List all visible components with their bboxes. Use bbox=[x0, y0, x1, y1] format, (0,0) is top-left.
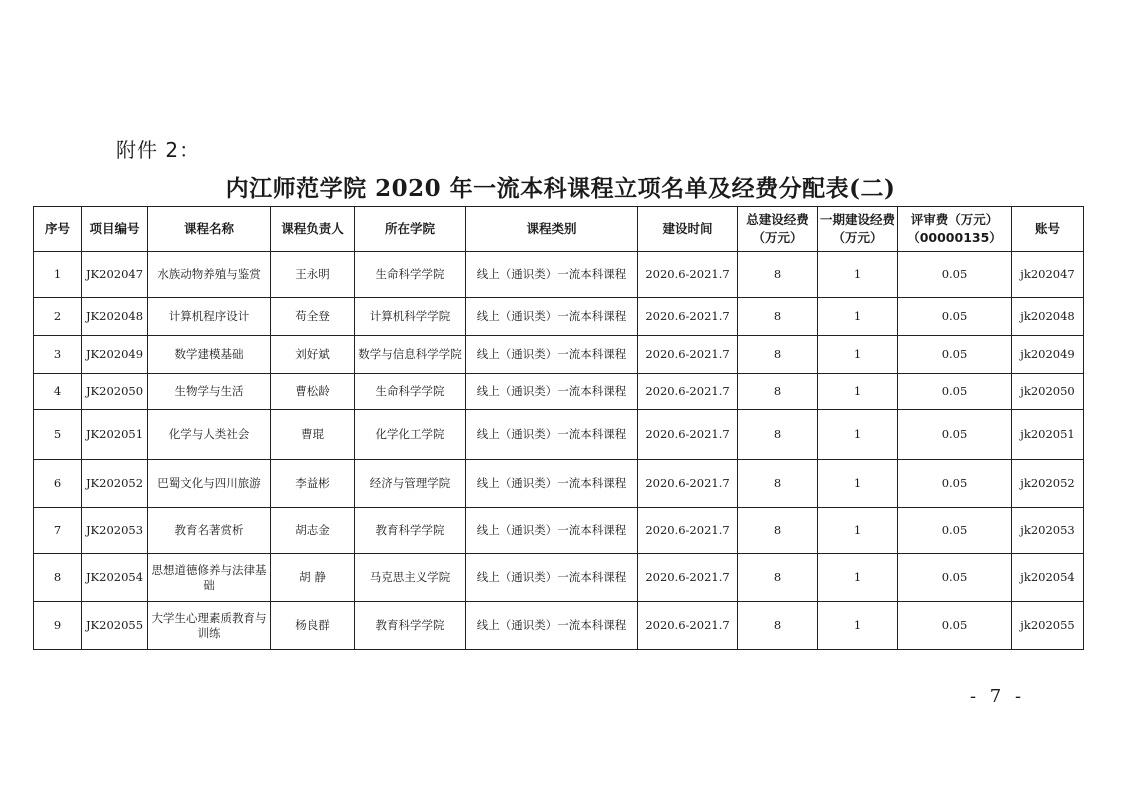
cell-college: 化学化工学院 bbox=[355, 410, 466, 460]
cell-college: 教育科学学院 bbox=[355, 602, 466, 650]
cell-review: 0.05 bbox=[898, 460, 1012, 508]
cell-period: 2020.6-2021.7 bbox=[638, 460, 738, 508]
cell-phase1: 1 bbox=[818, 508, 898, 554]
cell-period: 2020.6-2021.7 bbox=[638, 252, 738, 298]
cell-seq: 4 bbox=[34, 374, 82, 410]
cell-category: 线上（通识类）一流本科课程 bbox=[466, 374, 638, 410]
cell-course: 化学与人类社会 bbox=[148, 410, 271, 460]
cell-leader: 杨良群 bbox=[271, 602, 355, 650]
cell-college: 经济与管理学院 bbox=[355, 460, 466, 508]
header-leader: 课程负责人 bbox=[271, 207, 355, 252]
cell-leader: 苟全登 bbox=[271, 298, 355, 336]
table-header-row bbox=[34, 207, 1084, 252]
cell-account: jk202053 bbox=[1012, 508, 1084, 554]
cell-leader: 胡志金 bbox=[271, 508, 355, 554]
cell-code: JK202051 bbox=[82, 410, 148, 460]
cell-total: 8 bbox=[738, 602, 818, 650]
cell-phase1: 1 bbox=[818, 374, 898, 410]
cell-leader: 曹松龄 bbox=[271, 374, 355, 410]
cell-review: 0.05 bbox=[898, 554, 1012, 602]
cell-review: 0.05 bbox=[898, 374, 1012, 410]
cell-account: jk202051 bbox=[1012, 410, 1084, 460]
cell-seq: 8 bbox=[34, 554, 82, 602]
cell-course: 数学建模基础 bbox=[148, 336, 271, 374]
cell-course: 教育名著赏析 bbox=[148, 508, 271, 554]
cell-category: 线上（通识类）一流本科课程 bbox=[466, 602, 638, 650]
table-row bbox=[34, 602, 1084, 650]
cell-seq: 3 bbox=[34, 336, 82, 374]
cell-account: jk202048 bbox=[1012, 298, 1084, 336]
cell-course: 巴蜀文化与四川旅游 bbox=[148, 460, 271, 508]
cell-review: 0.05 bbox=[898, 336, 1012, 374]
cell-review: 0.05 bbox=[898, 410, 1012, 460]
cell-category: 线上（通识类）一流本科课程 bbox=[466, 252, 638, 298]
header-phase1-funding: 一期建设经费（万元） bbox=[818, 207, 898, 252]
cell-period: 2020.6-2021.7 bbox=[638, 554, 738, 602]
header-seq: 序号 bbox=[34, 207, 82, 252]
cell-seq: 9 bbox=[34, 602, 82, 650]
cell-code: JK202049 bbox=[82, 336, 148, 374]
cell-account: jk202055 bbox=[1012, 602, 1084, 650]
cell-phase1: 1 bbox=[818, 410, 898, 460]
cell-total: 8 bbox=[738, 460, 818, 508]
cell-total: 8 bbox=[738, 374, 818, 410]
cell-code: JK202050 bbox=[82, 374, 148, 410]
document-title: 内江师范学院 2020 年一流本科课程立项名单及经费分配表(二) bbox=[225, 175, 896, 202]
cell-category: 线上（通识类）一流本科课程 bbox=[466, 508, 638, 554]
cell-course: 水族动物养殖与鉴赏 bbox=[148, 252, 271, 298]
cell-account: jk202049 bbox=[1012, 336, 1084, 374]
cell-code: JK202052 bbox=[82, 460, 148, 508]
cell-period: 2020.6-2021.7 bbox=[638, 298, 738, 336]
header-total-funding: 总建设经费（万元） bbox=[738, 207, 818, 252]
cell-account: jk202050 bbox=[1012, 374, 1084, 410]
table-row bbox=[34, 460, 1084, 508]
cell-total: 8 bbox=[738, 410, 818, 460]
page-number: - 7 - bbox=[970, 686, 1026, 707]
cell-period: 2020.6-2021.7 bbox=[638, 374, 738, 410]
cell-course: 思想道德修养与法律基础 bbox=[148, 554, 271, 602]
cell-period: 2020.6-2021.7 bbox=[638, 602, 738, 650]
cell-period: 2020.6-2021.7 bbox=[638, 410, 738, 460]
annex-label: 附件 2： bbox=[116, 138, 201, 162]
cell-total: 8 bbox=[738, 508, 818, 554]
cell-total: 8 bbox=[738, 298, 818, 336]
cell-period: 2020.6-2021.7 bbox=[638, 336, 738, 374]
cell-period: 2020.6-2021.7 bbox=[638, 508, 738, 554]
table-row bbox=[34, 252, 1084, 298]
cell-course: 生物学与生活 bbox=[148, 374, 271, 410]
cell-leader: 刘好斌 bbox=[271, 336, 355, 374]
cell-account: jk202052 bbox=[1012, 460, 1084, 508]
funding-table bbox=[33, 206, 1084, 650]
cell-code: JK202055 bbox=[82, 602, 148, 650]
cell-college: 生命科学学院 bbox=[355, 374, 466, 410]
cell-college: 教育科学学院 bbox=[355, 508, 466, 554]
cell-phase1: 1 bbox=[818, 336, 898, 374]
table-row bbox=[34, 298, 1084, 336]
cell-phase1: 1 bbox=[818, 298, 898, 336]
cell-review: 0.05 bbox=[898, 508, 1012, 554]
cell-leader: 王永明 bbox=[271, 252, 355, 298]
cell-seq: 6 bbox=[34, 460, 82, 508]
cell-account: jk202047 bbox=[1012, 252, 1084, 298]
cell-seq: 5 bbox=[34, 410, 82, 460]
cell-total: 8 bbox=[738, 336, 818, 374]
cell-phase1: 1 bbox=[818, 602, 898, 650]
cell-college: 马克思主义学院 bbox=[355, 554, 466, 602]
cell-code: JK202053 bbox=[82, 508, 148, 554]
header-college: 所在学院 bbox=[355, 207, 466, 252]
cell-total: 8 bbox=[738, 554, 818, 602]
table-row bbox=[34, 410, 1084, 460]
cell-seq: 2 bbox=[34, 298, 82, 336]
header-category: 课程类别 bbox=[466, 207, 638, 252]
cell-category: 线上（通识类）一流本科课程 bbox=[466, 554, 638, 602]
cell-college: 计算机科学学院 bbox=[355, 298, 466, 336]
cell-leader: 李益彬 bbox=[271, 460, 355, 508]
header-code: 项目编号 bbox=[82, 207, 148, 252]
cell-course: 计算机程序设计 bbox=[148, 298, 271, 336]
cell-college: 生命科学学院 bbox=[355, 252, 466, 298]
cell-phase1: 1 bbox=[818, 554, 898, 602]
cell-category: 线上（通识类）一流本科课程 bbox=[466, 298, 638, 336]
cell-course: 大学生心理素质教育与训练 bbox=[148, 602, 271, 650]
cell-code: JK202054 bbox=[82, 554, 148, 602]
cell-category: 线上（通识类）一流本科课程 bbox=[466, 336, 638, 374]
cell-college: 数学与信息科学学院 bbox=[355, 336, 466, 374]
cell-leader: 曹琨 bbox=[271, 410, 355, 460]
header-account: 账号 bbox=[1012, 207, 1084, 252]
table-row bbox=[34, 508, 1084, 554]
cell-code: JK202047 bbox=[82, 252, 148, 298]
cell-review: 0.05 bbox=[898, 252, 1012, 298]
cell-review: 0.05 bbox=[898, 298, 1012, 336]
cell-seq: 1 bbox=[34, 252, 82, 298]
table-row bbox=[34, 336, 1084, 374]
header-period: 建设时间 bbox=[638, 207, 738, 252]
cell-category: 线上（通识类）一流本科课程 bbox=[466, 410, 638, 460]
cell-phase1: 1 bbox=[818, 460, 898, 508]
cell-phase1: 1 bbox=[818, 252, 898, 298]
cell-review: 0.05 bbox=[898, 602, 1012, 650]
cell-category: 线上（通识类）一流本科课程 bbox=[466, 460, 638, 508]
table-row bbox=[34, 554, 1084, 602]
header-review-fee: 评审费（万元）（00000135） bbox=[898, 207, 1012, 252]
header-course: 课程名称 bbox=[148, 207, 271, 252]
cell-total: 8 bbox=[738, 252, 818, 298]
cell-leader: 胡 静 bbox=[271, 554, 355, 602]
table-row bbox=[34, 374, 1084, 410]
cell-account: jk202054 bbox=[1012, 554, 1084, 602]
cell-code: JK202048 bbox=[82, 298, 148, 336]
cell-seq: 7 bbox=[34, 508, 82, 554]
